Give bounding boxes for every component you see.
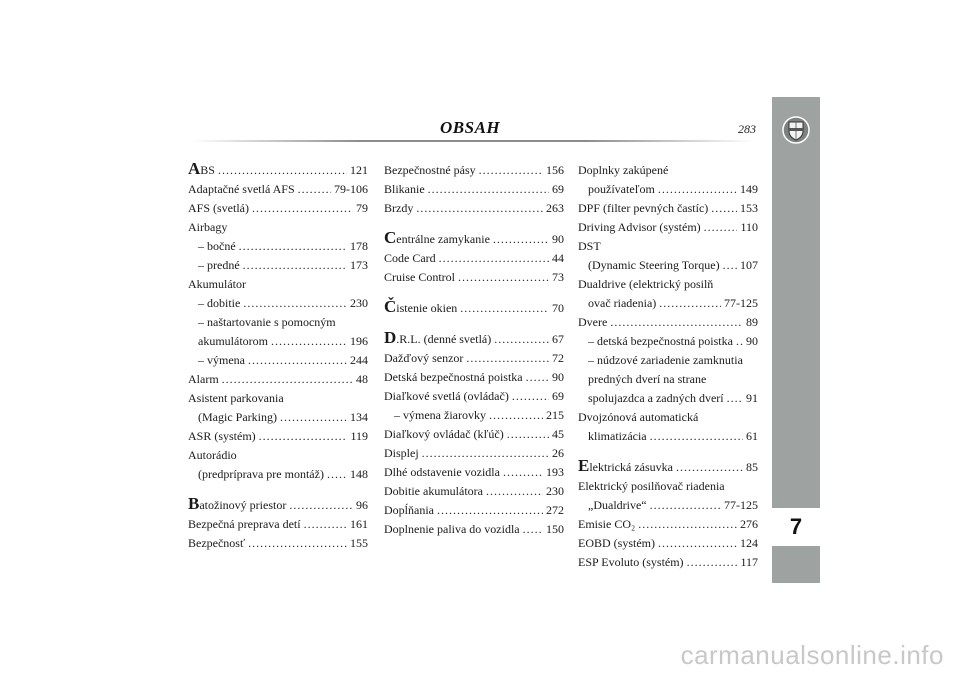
index-page-number: 72 <box>552 351 564 365</box>
index-heading: Asistent parkovania <box>188 391 284 405</box>
index-heading: predných dverí na strane <box>588 372 707 386</box>
index-entry-label <box>588 389 724 408</box>
index-entry-label <box>578 515 635 534</box>
leader-dots <box>439 249 549 268</box>
index-entry-text: Diaľkové svetlá (ovládač) <box>384 389 509 403</box>
index-entry <box>384 463 564 482</box>
index-heading: Dvojzónová automatická <box>578 410 699 424</box>
index-entry-text: Dvere <box>578 315 608 329</box>
index-entry <box>384 425 564 444</box>
index-entry <box>384 330 564 349</box>
leader-dots <box>610 313 743 332</box>
index-entry-text: Diaľkový ovládač (kľúč) <box>384 427 504 441</box>
index-page-number: 134 <box>350 410 368 424</box>
index-entry-text: Driving Advisor (systém) <box>578 220 701 234</box>
index-entry <box>188 351 368 370</box>
leader-dots <box>711 199 737 218</box>
index-entry <box>384 482 564 501</box>
index-entry <box>188 370 368 389</box>
index-entry-text: Dažďový senzor <box>384 351 464 365</box>
index-entry <box>384 180 564 199</box>
index-page-number: 85 <box>746 460 758 474</box>
index-entry-text: Bezpečnostné pásy <box>384 163 476 177</box>
index-entry-text: Brzdy <box>384 201 414 215</box>
index-entry <box>188 332 368 351</box>
index-page-number: 69 <box>552 182 564 196</box>
leader-dots <box>650 427 743 446</box>
leader-dots <box>526 368 549 387</box>
index-column-2 <box>384 161 564 539</box>
index-entry-label <box>188 180 295 199</box>
index-entry-label <box>188 534 245 553</box>
index-entry-text: (Magic Parking) <box>198 410 277 424</box>
index-page-number: 48 <box>356 372 368 386</box>
index-entry-label <box>578 534 655 553</box>
leader-dots <box>458 268 549 287</box>
index-heading: Airbagy <box>188 220 228 234</box>
index-entry <box>384 249 564 268</box>
index-page-number: 73 <box>552 270 564 284</box>
index-page-number: 272 <box>546 503 564 517</box>
index-entry-label <box>198 294 240 313</box>
leader-dots <box>222 370 353 389</box>
leader-dots <box>687 553 738 572</box>
leader-dots <box>479 161 543 180</box>
index-entry <box>188 515 368 534</box>
index-entry-label <box>384 463 500 482</box>
index-entry <box>384 199 564 218</box>
index-heading: DST <box>578 239 601 253</box>
index-entry <box>384 444 564 463</box>
index-entry-text: Bezpečnosť <box>188 536 246 550</box>
index-entry-label <box>384 180 425 199</box>
index-entry <box>384 406 564 425</box>
leader-dots <box>658 534 737 553</box>
index-page-number: 196 <box>350 334 368 348</box>
index-page-number: 90 <box>552 370 564 384</box>
index-entry-label <box>198 332 268 351</box>
index-entry <box>578 427 758 446</box>
index-entry-label <box>578 458 673 477</box>
index-entry-label <box>384 330 491 349</box>
index-entry <box>384 268 564 287</box>
index-entry-label <box>188 161 215 180</box>
leader-dots <box>736 332 743 351</box>
index-entry-text: Adaptačné svetlá AFS <box>188 182 295 196</box>
leader-dots <box>416 199 543 218</box>
index-entry <box>578 218 758 237</box>
index-page-number: 193 <box>546 465 564 479</box>
index-entry <box>188 237 368 256</box>
index-entry <box>384 230 564 249</box>
index-entry-text: „Dualdrive“ <box>588 498 647 512</box>
index-entry <box>578 180 758 199</box>
index-page-number: 26 <box>552 446 564 460</box>
index-entry-label <box>198 465 324 484</box>
index-entry-label <box>384 161 476 180</box>
index-page-number: 149 <box>740 182 758 196</box>
leader-dots <box>493 230 549 249</box>
leader-dots <box>304 515 347 534</box>
index-page-number: 45 <box>552 427 564 441</box>
index-page-number: 148 <box>350 467 368 481</box>
index-entry <box>188 199 368 218</box>
index-entry-label <box>588 332 733 351</box>
index-entry-label <box>188 199 249 218</box>
index-entry-text: Blikanie <box>384 182 425 196</box>
index-entry-label <box>384 387 509 406</box>
index-page-number: 153 <box>740 201 758 215</box>
index-column-3 <box>578 161 758 572</box>
index-entry <box>188 180 368 199</box>
leader-dots <box>271 332 347 351</box>
leader-dots <box>512 387 549 406</box>
index-entry-label <box>588 496 647 515</box>
index-entry-text: – predné <box>198 258 240 272</box>
index-page-number: 215 <box>546 408 564 422</box>
index-entry-label <box>578 553 684 572</box>
index-entry-text: Code Card <box>384 251 436 265</box>
watermark-text: carmanualsonline.info <box>680 640 944 670</box>
index-heading: – naštartovanie s pomocným <box>198 315 336 329</box>
index-entry <box>384 501 564 520</box>
index-entry <box>578 332 758 351</box>
leader-dots <box>252 199 353 218</box>
leader-dots <box>218 161 347 180</box>
index-entry-text: EOBD (systém) <box>578 536 655 550</box>
index-page-number: 67 <box>552 332 564 346</box>
leader-dots <box>289 496 353 515</box>
index-page-number: 173 <box>350 258 368 272</box>
index-page-number: 90 <box>746 334 758 348</box>
index-entry-text: Detská bezpečnostná poistka <box>384 370 523 384</box>
lancia-shield-icon <box>782 116 810 144</box>
leader-dots <box>704 218 738 237</box>
index-entry-text: .R.L. (denné svetlá) <box>396 332 492 346</box>
leader-dots <box>723 256 737 275</box>
leader-dots <box>494 330 549 349</box>
leader-dots <box>507 425 549 444</box>
index-entry-text: (predpríprava pre montáž) <box>198 467 324 481</box>
index-entry <box>384 520 564 539</box>
leader-dots <box>239 237 347 256</box>
index-page-number: 91 <box>746 391 758 405</box>
index-page-number: 155 <box>350 536 368 550</box>
index-entry <box>578 534 758 553</box>
index-entry-text: – výmena <box>198 353 245 367</box>
index-entry <box>188 534 368 553</box>
index-entry-text: používateľom <box>588 182 655 196</box>
index-page-number: 244 <box>350 353 368 367</box>
index-entry-label <box>198 408 277 427</box>
index-entry-text: – dobitie <box>198 296 241 310</box>
index-heading: Dualdrive (elektrický posilň <box>578 277 714 291</box>
index-entry-label <box>588 427 647 446</box>
section-initial: E <box>578 456 590 475</box>
index-entry-text: atožinový priestor <box>199 498 287 512</box>
leader-dots <box>280 408 347 427</box>
index-entry-text: Doplnenie paliva do vozidla <box>384 522 520 536</box>
index-entry-text: istenie okien <box>396 301 458 315</box>
index-entry-text: spolujazdca a zadných dverí <box>588 391 724 405</box>
index-entry-text: akumulátorom <box>198 334 268 348</box>
leader-dots <box>327 465 347 484</box>
index-entry-text: Alarm <box>188 372 219 386</box>
index-entry-text: Dopĺňania <box>384 503 434 517</box>
leader-dots <box>503 463 543 482</box>
index-entry <box>578 294 758 313</box>
leader-dots <box>243 256 347 275</box>
index-page-number: 150 <box>546 522 564 536</box>
index-entry <box>384 349 564 368</box>
leader-dots <box>638 515 737 534</box>
index-entry-text: – detská bezpečnostná poistka <box>588 334 733 348</box>
leader-dots <box>248 351 347 370</box>
index-page-number: 124 <box>740 536 758 550</box>
index-entry-label <box>588 256 720 275</box>
index-page-number: 263 <box>546 201 564 215</box>
index-page-number: 77-125 <box>724 296 758 310</box>
index-heading: Akumulátor <box>188 277 246 291</box>
index-page-number: 121 <box>350 163 368 177</box>
index-page-number: 70 <box>552 301 564 315</box>
index-entry-text: ASR (systém) <box>188 429 256 443</box>
index-heading: Doplnky zakúpené <box>578 163 669 177</box>
index-page-number: 110 <box>740 220 758 234</box>
index-entry-label <box>188 370 219 389</box>
leader-dots <box>298 180 331 199</box>
index-entry <box>188 465 368 484</box>
index-page-number: 230 <box>350 296 368 310</box>
index-entry-text: lektrická zásuvka <box>589 460 673 474</box>
index-entry <box>578 256 758 275</box>
page-title: OBSAH <box>440 118 501 137</box>
index-entry-label <box>384 501 434 520</box>
index-entry <box>188 408 368 427</box>
index-entry-label <box>384 299 457 318</box>
index-page-number: 77-125 <box>724 498 758 512</box>
index-page-number: 276 <box>740 517 758 531</box>
index-entry-label <box>384 268 455 287</box>
index-entry-label <box>384 230 490 249</box>
index-entry <box>188 294 368 313</box>
section-initial: Č <box>384 297 397 316</box>
leader-dots <box>523 520 543 539</box>
leader-dots <box>486 482 543 501</box>
leader-dots <box>422 444 549 463</box>
leader-dots <box>489 406 543 425</box>
index-entry <box>578 199 758 218</box>
index-page-number: 156 <box>546 163 564 177</box>
index-page-number: 96 <box>356 498 368 512</box>
index-entry-text: (Dynamic Steering Torque) <box>588 258 720 272</box>
index-page-number: 90 <box>552 232 564 246</box>
index-entry-text: Displej <box>384 446 419 460</box>
leader-dots <box>676 458 743 477</box>
index-page-number: 44 <box>552 251 564 265</box>
index-entry <box>188 427 368 446</box>
index-page-number: 89 <box>746 315 758 329</box>
index-entry <box>578 313 758 332</box>
index-entry-label <box>384 349 463 368</box>
chapter-number-tab: 7 <box>772 508 820 546</box>
index-entry-text: ovač riadenia) <box>588 296 657 310</box>
leader-dots <box>460 299 549 318</box>
index-entry-text: DPF (filter pevných častíc) <box>578 201 709 215</box>
index-entry-text: ESP Evoluto (systém) <box>578 555 684 569</box>
leader-dots <box>243 294 347 313</box>
index-entry-label <box>588 294 656 313</box>
index-entry <box>578 496 758 515</box>
index-page-number: 117 <box>740 555 758 569</box>
leader-dots <box>659 294 721 313</box>
index-entry-text: AFS (svetlá) <box>188 201 249 215</box>
index-page-number: 161 <box>350 517 368 531</box>
index-entry-text: BS <box>200 163 215 177</box>
index-entry-label <box>384 482 483 501</box>
index-entry-label <box>384 520 520 539</box>
leader-dots <box>650 496 721 515</box>
index-entry-text: – bočné <box>198 239 236 253</box>
index-entry-label <box>384 368 523 387</box>
index-column-1 <box>188 161 368 553</box>
header-divider <box>190 140 755 142</box>
index-entry-text: – výmena žiarovky <box>394 408 486 422</box>
index-entry <box>384 299 564 318</box>
index-page-number: 69 <box>552 389 564 403</box>
index-entry-text: Dobitie akumulátora <box>384 484 483 498</box>
index-entry-text: klimatizácia <box>588 429 647 443</box>
leader-dots <box>437 501 543 520</box>
index-entry-label <box>588 180 655 199</box>
index-entry-label <box>394 406 486 425</box>
index-entry-text: Bezpečná preprava detí <box>188 517 301 531</box>
index-entry-label <box>578 218 701 237</box>
index-entry <box>578 553 758 572</box>
index-entry-text: entrálne zamykanie <box>396 232 490 246</box>
index-entry <box>188 256 368 275</box>
index-page-number: 61 <box>746 429 758 443</box>
section-initial: A <box>188 159 201 178</box>
index-heading: Autorádio <box>188 448 237 462</box>
leader-dots <box>658 180 737 199</box>
index-entry-label <box>578 199 708 218</box>
page-number: 283 <box>738 122 756 136</box>
index-entry-label <box>198 256 240 275</box>
index-heading: Elektrický posilňovač riadenia <box>578 479 725 493</box>
section-initial: B <box>188 494 200 513</box>
index-entry <box>384 387 564 406</box>
index-entry-label <box>198 237 236 256</box>
section-initial: D <box>384 328 397 347</box>
index-page-number: 178 <box>350 239 368 253</box>
index-entry-label <box>384 425 504 444</box>
index-entry-label <box>188 427 256 446</box>
index-entry-label <box>188 496 286 515</box>
index-page-number: 79 <box>356 201 368 215</box>
leader-dots <box>248 534 347 553</box>
index-entry <box>578 515 758 534</box>
index-page-number: 107 <box>740 258 758 272</box>
index-entry <box>578 458 758 477</box>
leader-dots <box>428 180 549 199</box>
index-page-number: 119 <box>350 429 368 443</box>
index-heading: – núdzové zariadenie zamknutia <box>588 353 743 367</box>
section-initial: C <box>384 228 397 247</box>
leader-dots <box>727 389 743 408</box>
index-entry <box>384 368 564 387</box>
index-page-number: 230 <box>546 484 564 498</box>
index-entry <box>578 389 758 408</box>
index-entry-label <box>384 199 413 218</box>
leader-dots <box>466 349 549 368</box>
index-entry-text: Emisie CO₂ <box>578 517 636 531</box>
index-entry-label <box>188 515 301 534</box>
index-entry <box>188 161 368 180</box>
index-entry-text: Dlhé odstavenie vozidla <box>384 465 500 479</box>
index-entry-label <box>384 444 419 463</box>
index-entry-text: Cruise Control <box>384 270 455 284</box>
index-entry-label <box>198 351 245 370</box>
index-entry <box>384 161 564 180</box>
leader-dots <box>259 427 348 446</box>
index-page-number: 79-106 <box>334 182 368 196</box>
index-entry-label <box>384 249 436 268</box>
index-entry-label <box>578 313 607 332</box>
index-entry <box>188 496 368 515</box>
